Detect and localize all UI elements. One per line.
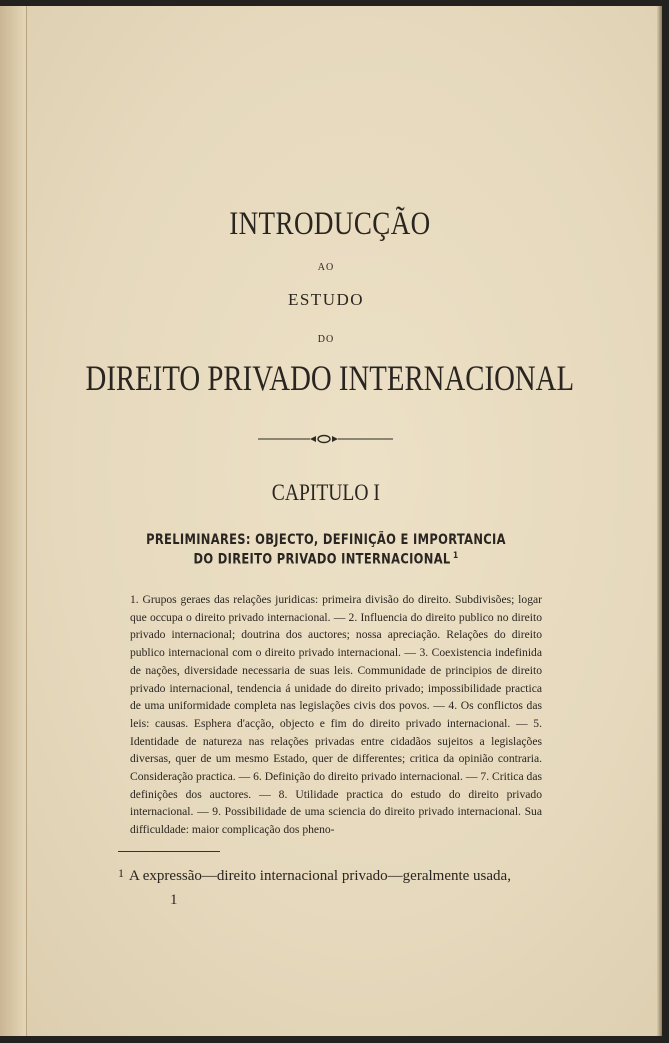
- chapter-heading: CAPITULO I: [271, 480, 380, 505]
- title-estudo: ESTUDO: [287, 290, 365, 309]
- footnote-reference: 1: [453, 551, 459, 561]
- title-direito-privado-internacional: DIREITO PRIVADO INTERNACIONAL: [85, 358, 575, 398]
- footnote: [118, 866, 558, 885]
- ornament-divider: [258, 432, 393, 446]
- page-number: 1: [170, 892, 178, 908]
- paper-page: [0, 6, 662, 1036]
- page-edge: [657, 6, 662, 1036]
- title-do: DO: [317, 334, 335, 345]
- chapter-subtitle-line2-text: DO DIREITO PRIVADO INTERNACIONAL: [193, 551, 451, 568]
- title-introduccao: INTRODUCÇÃO: [229, 206, 431, 242]
- chapter-subtitle-line1: PRELIMINARES: OBJECTO, DEFINIÇÃO E IMPORTANCIA: [146, 532, 506, 548]
- footnote-text: A expressão—direito internacional privado—geralmente usada,: [129, 868, 511, 884]
- footnote-number: 1: [118, 866, 124, 880]
- chapter-subtitle-line2: [59, 551, 594, 568]
- chapter-summary-paragraph: 1. Grupos geraes das relações juridicas: primeira divisão do direito. Subdivisões; logar que occupa o direito privado internacional. — 2. Influencia do direito publico no direito privado internacional; doutrina dos auctores; nossa apreciação. Relações do direito publico internacional com o direito privado internacional. — 3. Coexistencia indefinida de nações, diversidade necessaria de suas leis. Communidade de principios de direito privado internacional, tendencia á unidade do direito privado; impossibilidade practica de uma uniformidade completa nas legislações civis dos povos. — 4. Os conflictos das leis: causas. Esphera d'acção, objecto e fim do direito privado internacional. — 5. Identidade de natureza nas relações privadas entre cidadãos sujeitos a legislações diversas, quer de um mesmo Estado, quer de differentes; critica da opinião contraria. Consideração practica. — 6. Definição do direito privado internacional. — 7. Critica das definições dos auctores. — 8. Utilidade practica do estudo do direito privado internacional. — 9. Possibilidade de uma sciencia do direito privado internacional. Sua difficuldade: maior complicação dos pheno-: [130, 593, 542, 837]
- binding-gutter: [0, 6, 27, 1036]
- title-ao: AO: [317, 262, 335, 273]
- footnote-rule: [118, 851, 220, 852]
